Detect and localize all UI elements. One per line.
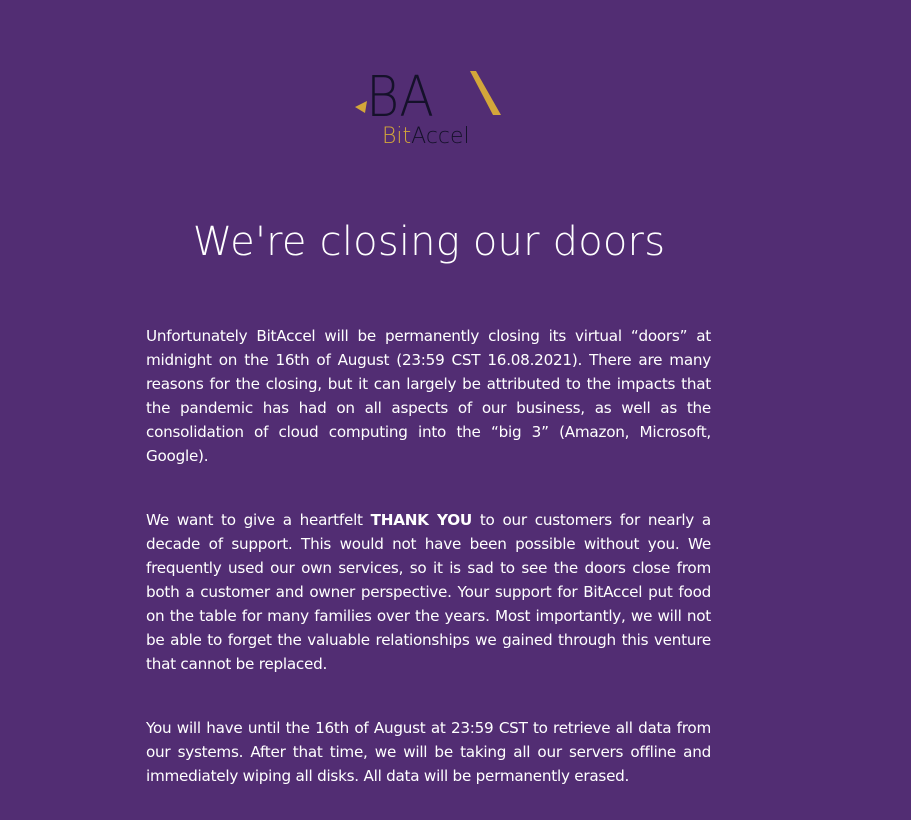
thank-you-body: to our customers for nearly a decade of support. This would not have been possible without you. We frequently used our own services, so it is sad to see the doors close from both a customer and owner perspective. Your support for BitAccel put food on the table for many families over the years. Most importantly, we will not be able to forget the valuable relationships we gained through this venture that cannot be replaced. bbox=[146, 511, 711, 673]
logo-wordmark bbox=[382, 124, 470, 149]
logo-wordmark-bit: Bit bbox=[382, 124, 412, 149]
logo-monogram: BA bbox=[366, 65, 434, 130]
paragraph-thank-you bbox=[146, 508, 711, 676]
thank-you-intro: We want to give a heartfelt bbox=[146, 511, 371, 529]
thank-you-emphasis: THANK YOU bbox=[370, 511, 472, 529]
paragraph-data-retrieval: You will have until the 16th of August at 23:59 CST to retrieve all data from our systems. After that time, we will be taking all our servers offline and immediately wiping all disks. All data will be permanently erased. bbox=[146, 719, 711, 785]
bitaccel-logo-graphic bbox=[352, 66, 504, 150]
paragraph-closing-announcement: Unfortunately BitAccel will be permanently closing its virtual “doors” at midnight on the 16th of August (23:59 CST 16.08.2021). There are many reasons for the closing, but it can largely be attributed to the impacts that the pandemic has had on all aspects of our business, as well as the consolidation of cloud computing into the “big 3” (Amazon, Microsoft, Google). bbox=[146, 327, 711, 465]
page-title: We're closing our doors bbox=[192, 219, 666, 265]
bitaccel-logo bbox=[352, 66, 504, 150]
logo-wordmark-accel: Accel bbox=[411, 124, 470, 149]
logo-accent-stroke bbox=[470, 71, 501, 115]
announcement-body bbox=[146, 324, 711, 788]
